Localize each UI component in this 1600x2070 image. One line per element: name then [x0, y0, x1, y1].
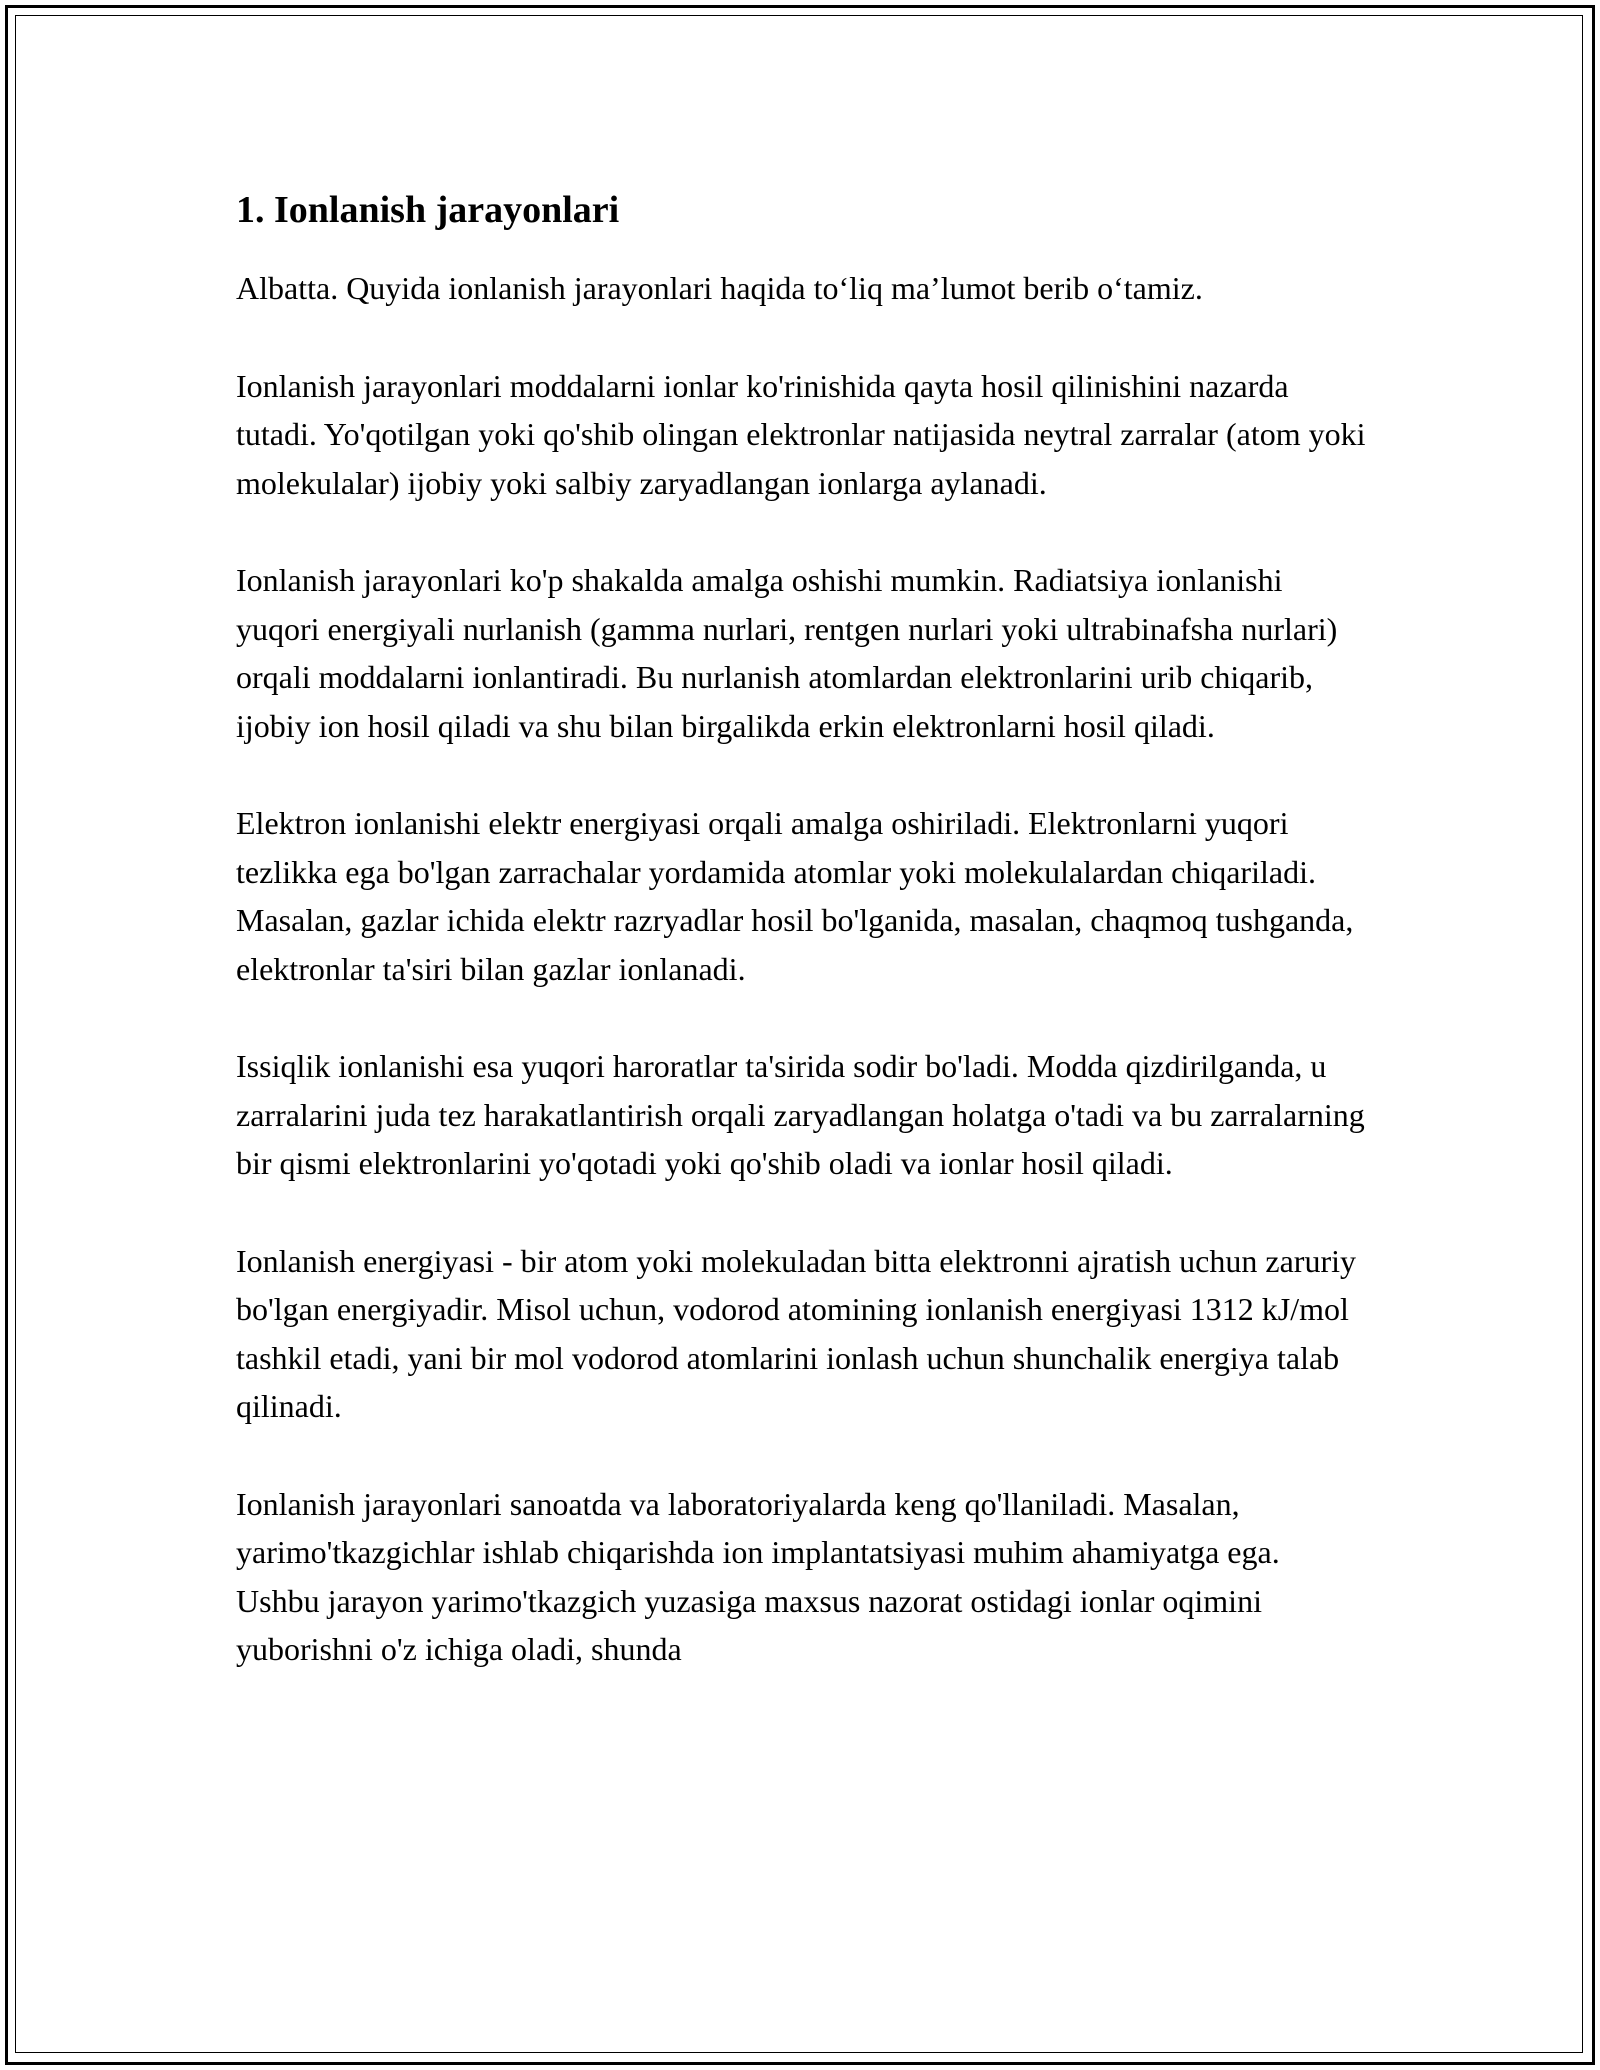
paragraph-radiation-ionization: Ionlanish jarayonlari ko'p shakalda amalga oshishi mumkin. Radiatsiya ionlanishi yuqori energiyali nurlanish (gamma nurlari, rentgen nurlari yoki ultrabinafsha nurlari) orqali moddalarni ionlantiradi. Bu nurlanish atomlardan elektronlarini urib chiqarib, ijobiy ion hosil qiladi va shu bilan birgalikda erkin elektronlarni hosil qiladi. — [236, 562, 1338, 744]
paragraph-thermal-ionization: Issiqlik ionlanishi esa yuqori haroratlar ta'sirida sodir bo'ladi. Modda qizdirilganda, u zarralarini juda tez harakatlantirish orqali zaryadlangan holatga o'tadi va bu zarralarning bir qismi elektronlarini yo'qotadi yoki qo'shib oladi va ionlar hosil qiladi. — [236, 1048, 1365, 1181]
paragraph-intro: Albatta. Quyida ionlanish jarayonlari haqida to‘liq ma’lumot berib o‘tamiz. — [236, 270, 1203, 306]
paragraph-applications: Ionlanish jarayonlari sanoatda va laboratoriyalarda keng qo'llaniladi. Masalan, yarimo'tkazgichlar ishlab chiqarishda ion implantatsiyasi muhim ahamiyatga ega. Ushbu jarayon yarimo'tkazgich yuzasiga maxsus nazorat ostidagi ionlar oqimini yuborishni o'z ichiga oladi, shunda — [236, 1485, 1280, 1667]
paragraph-definition: Ionlanish jarayonlari moddalarni ionlar ko'rinishida qayta hosil qilinishini nazarda tutadi. Yo'qotilgan yoki qo'shib olingan elektronlar natijasida neytral zarralar (atom yoki molekulalar) ijobiy yoki salbiy zaryadlangan ionlarga aylanadi. — [236, 367, 1366, 501]
paragraph-electron-ionization: Elektron ionlanishi elektr energiyasi orqali amalga oshiriladi. Elektronlarni yuqori tezlikka ega bo'lgan zarrachalar yordamida atomlar yoki molekulalardan chiqariladi. Masalan, gazlar ichida elektr razryadlar hosil bo'lganida, masalan, chaqmoq tushganda, elektronlar ta'siri bilan gazlar ionlanadi. — [236, 805, 1354, 987]
paragraph-ionization-energy: Ionlanish energiyasi - bir atom yoki molekuladan bitta elektronni ajratish uchun zaruriy bo'lgan energiyadir. Misol uchun, vodorod atomining ionlanish energiyasi 1312 kJ/mol tashkil etadi, yani bir mol vodorod atomlarini ionlash uchun shunchalik energiya talab qilinadi. — [236, 1242, 1356, 1424]
section-heading: 1. Ionlanish jarayonlari — [236, 189, 620, 231]
document-body — [236, 186, 1366, 1723]
